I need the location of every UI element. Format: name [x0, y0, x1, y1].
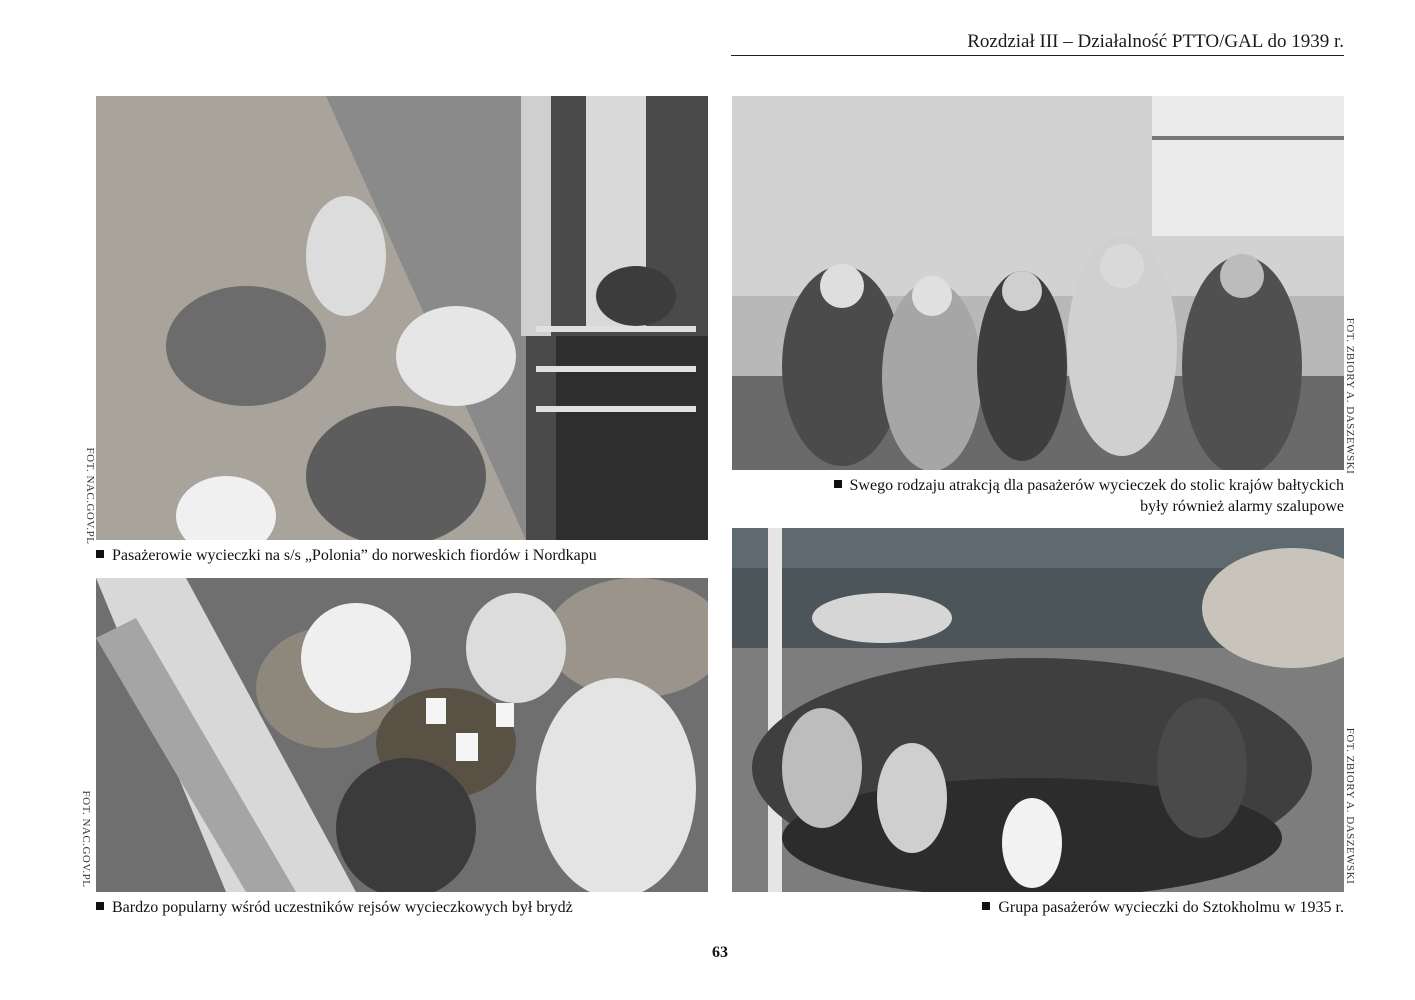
photo-bridge-game	[96, 578, 708, 892]
caption-stockholm-group-text: Grupa pasażerów wycieczki do Sztokholmu w 1935 r.	[998, 899, 1344, 916]
caption-passengers-deck	[96, 545, 736, 566]
caption-bullet	[96, 550, 104, 558]
caption-bridge-game	[96, 897, 736, 918]
caption-lifeboat-drill-line1: Swego rodzaju atrakcją dla pasażerów wycieczek do stolic krajów bałtyckich	[849, 477, 1344, 494]
caption-lifeboat-drill-line2: były również alarmy szalupowe	[1140, 498, 1344, 515]
chapter-title: Rozdział III – Działalność PTTO/GAL do 1939 r.	[967, 31, 1344, 52]
caption-stockholm-group	[732, 897, 1344, 918]
credit-bridge-game: FOT. NAC.GOV.PL	[80, 790, 92, 888]
photo-stockholm-group	[732, 528, 1344, 892]
header-rule	[731, 55, 1344, 56]
credit-stockholm-group: FOT. ZBIORY A. DASZEWSKI	[1344, 727, 1356, 885]
caption-bullet	[982, 902, 990, 910]
caption-bullet	[96, 902, 104, 910]
caption-bridge-game-text: Bardzo popularny wśród uczestników rejsów wycieczkowych był brydż	[112, 899, 573, 916]
credit-passengers-deck: FOT. NAC.GOV.PL	[84, 447, 96, 545]
caption-passengers-deck-text: Pasażerowie wycieczki na s/s „Polonia” do norweskich fiordów i Nordkapu	[112, 547, 597, 564]
caption-bullet	[834, 480, 842, 488]
caption-lifeboat-drill	[732, 475, 1344, 517]
credit-lifeboat-drill: FOT. ZBIORY A. DASZEWSKI	[1344, 317, 1356, 475]
photo-lifeboat-drill	[732, 96, 1344, 470]
photo-passengers-deck	[96, 96, 708, 540]
page-number: 63	[712, 944, 728, 961]
